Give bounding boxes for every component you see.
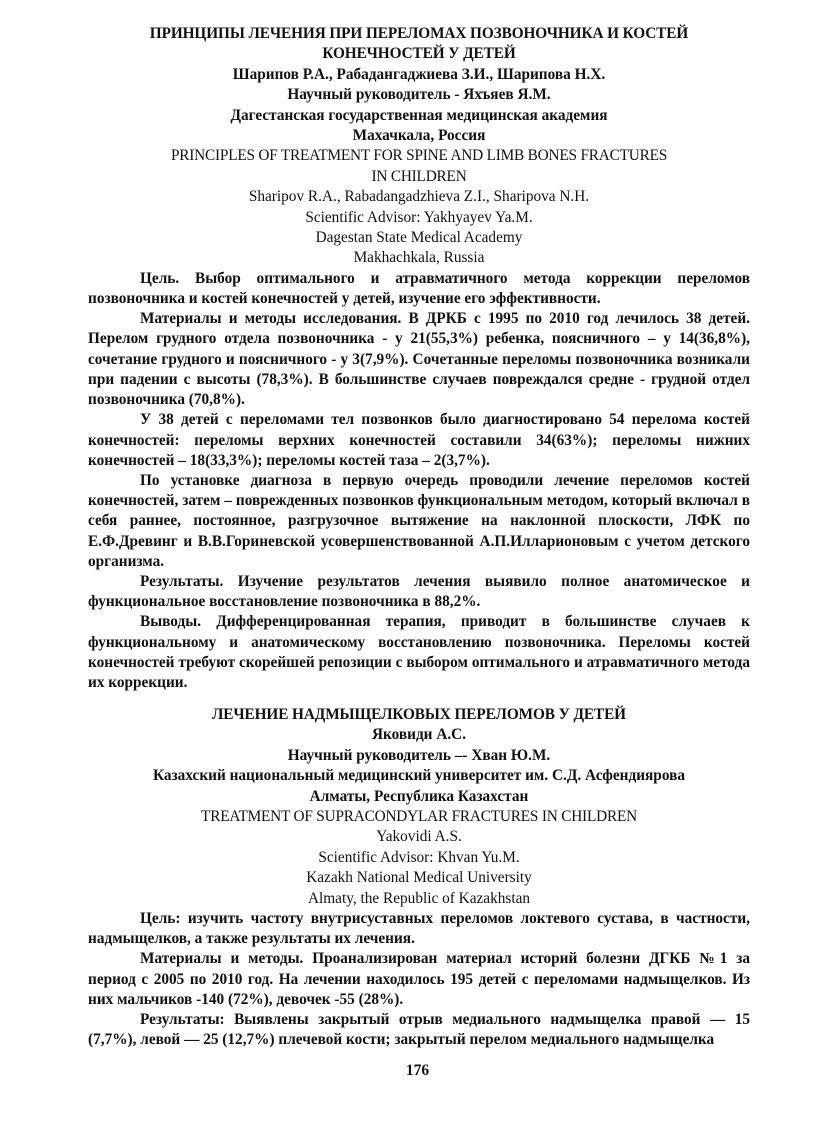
article-2-paragraph-results: Результаты: Выявлены закрытый отрыв медиального надмыщелка правой — 15 (7,7%), левой — 25 (12,7%) плечевой кости; закрытый перелом медиального надмыщелка: [88, 1011, 750, 1049]
article-1-authors-ru: Шарипов Р.А., Рабадангаджиева З.И., Шарипова Н.Х.: [232, 65, 606, 83]
article-2-paragraph-aim: Цель: изучить частоту внутрисуставных переломов локтевого сустава, в частности, надмыщелков, а также результаты их лечения.: [88, 910, 750, 948]
article-1-title-en-line-2: IN CHILDREN: [371, 167, 467, 185]
article-1-title-ru-line-2: КОНЕЧНОСТЕЙ У ДЕТЕЙ: [322, 45, 516, 63]
article-1-institution-en: Dagestan State Medical Academy: [315, 229, 523, 247]
article-1-paragraph-results: Результаты. Изучение результатов лечения выявило полное анатомическое и функциональное восстановление позвоночника в 88,2%.: [88, 572, 750, 611]
article-1-title-ru-line-1: ПРИНЦИПЫ ЛЕЧЕНИЯ ПРИ ПЕРЕЛОМАХ ПОЗВОНОЧНИКА И КОСТЕЙ: [149, 25, 689, 42]
article-2-header: [88, 705, 750, 909]
page-number: 176: [405, 1062, 430, 1079]
article-2-title-ru: ЛЕЧЕНИЕ НАДМЫЩЕЛКОВЫХ ПЕРЕЛОМОВ У ДЕТЕЙ: [212, 706, 626, 723]
article-2-paragraph-methods: Материалы и методы. Проанализирован материал историй болезни ДГКБ №1 за период с 2005 по 2010 год. На лечении находилось 195 детей с переломами надмыщелков. Из них мальчиков -140 (72%), девочек -55 (28%).: [88, 950, 750, 1008]
article-1-paragraph-limb-fractures: У 38 детей с переломами тел позвонков было диагностировано 54 перелома костей конечностей: переломы верхних конечностей составили 34(63%); переломы нижних конечностей – 18(33,3%); переломы костей таза – 2(3,7%).: [88, 411, 750, 469]
article-2-institution-ru: Казахский национальный медицинский университет им. С.Д. Асфендиярова: [152, 767, 685, 785]
article-2-advisor-en: Scientific Advisor: Khvan Yu.M.: [318, 848, 520, 866]
article-1-paragraph-conclusions: Выводы. Дифференцированная терапия, приводит в большинстве случаев к функциональному и анатомическому восстановлению позвоночника. Переломы костей конечностей требуют скорейшей репозиции с выбором оптимального и атравматичного метода их коррекции.: [88, 613, 750, 691]
article-2-institution-en: Kazakh National Medical University: [306, 869, 532, 887]
article-2-title-en: TREATMENT OF SUPRACONDYLAR FRACTURES IN CHILDREN: [201, 808, 637, 826]
article-1-advisor-en: Scientific Advisor: Yakhyayev Ya.M.: [305, 208, 533, 226]
article-1-paragraph-treatment: По установке диагноза в первую очередь проводили лечение переломов костей конечностей, затем – поврежденных позвонков функциональным методом, который включал в себя раннее, постоянное, разгрузочное вытяжение на наклонной плоскости, ЛФК по Е.Ф.Древинг и В.В.Гориневской усовершенствованной А.П.Илларионовым с учетом детского организма.: [88, 471, 750, 570]
article-1-header: [88, 24, 750, 269]
article-1-city-en: Makhachkala, Russia: [353, 249, 485, 267]
article-1-city-ru: Махачкала, Россия: [352, 127, 486, 145]
article-1-institution-ru: Дагестанская государственная медицинская академия: [230, 106, 608, 124]
article-2-authors-ru: Яковиди А.С.: [371, 726, 467, 744]
article-1: [88, 24, 750, 693]
article-1-advisor-ru: Научный руководитель - Яхъяев Я.М.: [287, 86, 551, 104]
article-2-city-en: Almaty, the Republic of Kazakhstan: [307, 889, 531, 907]
article-1-title-en-line-1: PRINCIPLES OF TREATMENT FOR SPINE AND LIMB BONES FRACTURES: [170, 147, 668, 165]
article-1-paragraph-methods: Материалы и методы исследования. В ДРКБ с 1995 по 2010 год лечилось 38 детей. Перелом грудного отдела позвоночника - у 21(55,3%) ребенка, поясничного – у 14(36,8%), сочетание грудного и поясничного - у 3(7,9%). Сочетанные переломы позвоночника возникали при падении с высоты (78,3%). В большинстве случаев повреждался средне - грудной отдел позвоночника (70,8%).: [88, 310, 750, 409]
article-2-city-ru: Алматы, Республика Казахстан: [309, 787, 529, 805]
article-2-authors-en: Yakovidi A.S.: [376, 828, 462, 846]
article-1-paragraph-aim: Цель. Выбор оптимального и атравматичного метода коррекции переломов позвоночника и костей конечностей у детей, изучение его эффективности.: [88, 269, 750, 308]
article-2: [88, 705, 750, 1050]
article-1-authors-en: Sharipov R.A., Rabadangadzhieva Z.I., Sharipova N.H.: [248, 188, 590, 206]
article-2-advisor-ru: Научный руководитель –- Хван Ю.М.: [287, 746, 551, 764]
